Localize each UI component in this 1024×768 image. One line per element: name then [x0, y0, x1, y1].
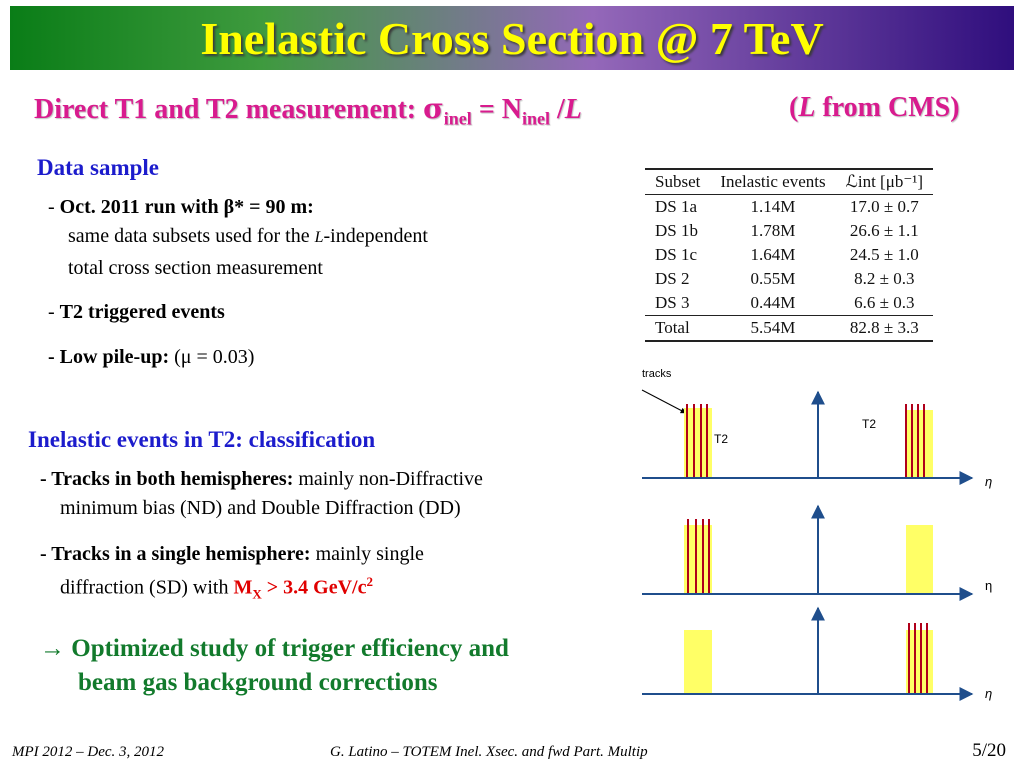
- table-cell: DS 1b: [655, 221, 698, 240]
- conclusion-line-2: beam gas background corrections: [78, 669, 438, 696]
- table-cell: 8.2 ± 0.3: [854, 269, 915, 288]
- footer-author: G. Latino – TOTEM Inel. Xsec. and fwd Part. Multip: [330, 744, 648, 760]
- diagram-row-single-hemisphere-right: [642, 608, 992, 701]
- classification-bullet-1-line-2: minimum bias (ND) and Double Diffraction (DD): [60, 497, 461, 519]
- item1-line2-b: -independent: [323, 225, 428, 247]
- classification-bullet-1: [40, 468, 483, 491]
- t2-right-label: T2: [862, 417, 877, 431]
- right-arrow-icon: →: [40, 635, 65, 662]
- subtitle-equals: = N: [471, 94, 522, 125]
- classification-heading: Inelastic events in T2: classification: [28, 427, 376, 452]
- t2-left-label: T2: [714, 432, 729, 446]
- table-header-row: [645, 169, 933, 195]
- table-cell: DS 1c: [655, 245, 698, 264]
- mx-superscript: 2: [366, 574, 373, 589]
- right-t2-detector: [906, 630, 933, 694]
- cms-text: from CMS): [815, 92, 960, 123]
- sigma-symbol: σ: [423, 92, 444, 125]
- sigma-subscript: inel: [443, 108, 472, 129]
- table-row: [645, 219, 933, 243]
- table-cell: DS 2: [655, 269, 690, 288]
- conclusion: [40, 632, 509, 700]
- bullet2-bold: - Tracks in a single hemisphere:: [40, 543, 311, 565]
- cms-open: (: [789, 92, 799, 123]
- table-total-row: [645, 316, 933, 342]
- eta-label: η: [985, 474, 993, 489]
- table-cell: 1.78M: [750, 221, 796, 240]
- n-subscript: inel: [522, 108, 551, 129]
- cms-lumi-symbol: L: [798, 92, 816, 123]
- diagram-row-single-hemisphere-left: [642, 506, 992, 594]
- item1-dash: -: [48, 196, 60, 218]
- page-number: 5/20: [972, 740, 1006, 761]
- bullet1-bold: - Tracks in both hemispheres:: [40, 468, 294, 490]
- table-row: [645, 243, 933, 267]
- table-cell: 0.44M: [750, 293, 796, 312]
- mx-subscript: X: [252, 586, 262, 602]
- cms-note: [789, 92, 960, 124]
- item1-line2-a: same data subsets used for the: [68, 225, 315, 247]
- item2-dash: -: [48, 301, 60, 323]
- table-cell: 1.64M: [750, 245, 796, 264]
- table-header: Inelastic events: [710, 169, 835, 195]
- eta-label: η: [985, 578, 993, 593]
- table-cell: 6.6 ± 0.3: [854, 293, 915, 312]
- data-sample-item-3: [48, 346, 254, 369]
- table-cell: DS 3: [655, 293, 690, 312]
- table-cell: Total: [645, 316, 710, 342]
- table-row: [645, 291, 933, 316]
- item3-rest: (μ = 0.03): [169, 346, 255, 368]
- table-cell: 17.0 ± 0.7: [849, 197, 919, 216]
- tracks-label: tracks: [642, 368, 672, 380]
- diagram-row-both-hemispheres: [642, 392, 992, 489]
- table-header: ℒint [μb⁻¹]: [836, 169, 933, 195]
- data-sample-item-1-line-2: [68, 225, 428, 248]
- mx-threshold: > 3.4 GeV/c: [261, 576, 367, 599]
- hemisphere-diagram: [630, 360, 1010, 710]
- conclusion-line-1: Optimized study of trigger efficiency and: [65, 635, 509, 662]
- footer-date: MPI 2012 – Dec. 3, 2012: [12, 744, 165, 760]
- table-cell: 0.55M: [750, 269, 796, 288]
- subsets-table: [645, 168, 933, 342]
- table-row: [645, 195, 933, 220]
- subtitle: [34, 92, 960, 130]
- classification-bullet-2-line-2: [60, 574, 373, 603]
- table-cell: 82.8 ± 3.3: [836, 316, 933, 342]
- table-cell: 5.54M: [710, 316, 835, 342]
- data-sample-item-2: [48, 301, 225, 324]
- bullet2-rest: mainly single: [310, 543, 424, 565]
- left-t2-detector: [684, 630, 712, 694]
- title-banner: [10, 6, 1014, 70]
- subtitle-prefix: Direct T1 and T2 measurement:: [34, 94, 424, 125]
- right-t2-detector: [906, 525, 933, 594]
- right-t2-detector: [906, 410, 933, 478]
- data-sample-item-1: [48, 196, 314, 219]
- bullet2-line2: diffraction (SD) with: [60, 576, 234, 599]
- item1-bold: Oct. 2011 run with β* = 90 m:: [59, 196, 314, 218]
- data-sample-heading: Data sample: [37, 155, 160, 180]
- classification-bullet-2: [40, 543, 424, 566]
- data-sample-item-1-line-3: total cross section measurement: [68, 257, 323, 279]
- table-header: Subset: [645, 169, 710, 195]
- table-cell: 24.5 ± 1.0: [849, 245, 919, 264]
- table-cell: 26.6 ± 1.1: [849, 221, 919, 240]
- luminosity-symbol: L: [564, 94, 582, 125]
- table-cell: DS 1a: [655, 197, 698, 216]
- slide-title: Inelastic Cross Section @ 7 TeV: [200, 13, 824, 64]
- table-cell: 1.14M: [750, 197, 796, 216]
- item3-bold: - Low pile-up:: [48, 346, 170, 368]
- bullet1-rest: mainly non-Diffractive: [293, 468, 483, 490]
- tracks-pointer: [642, 390, 686, 413]
- item1-line2-lumi: L: [314, 229, 324, 246]
- item2-bold: T2 triggered events: [59, 301, 225, 323]
- subtitle-slash: /: [550, 94, 565, 125]
- eta-label: η: [985, 686, 993, 701]
- mx-symbol: M: [233, 576, 253, 599]
- table-row: [645, 267, 933, 291]
